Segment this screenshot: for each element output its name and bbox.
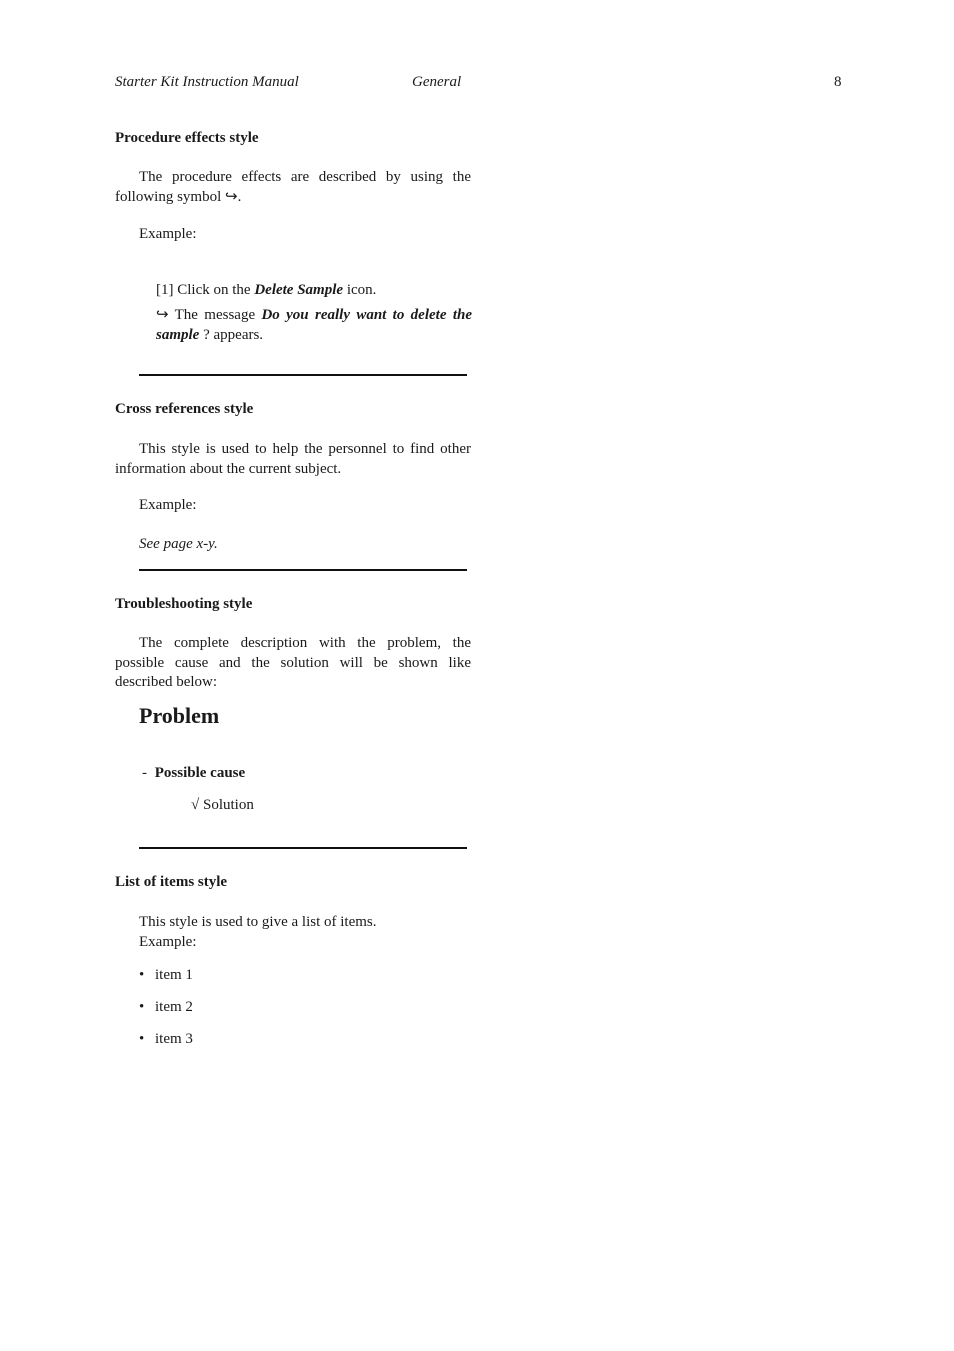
effect-message: Do you really want to delete the sample	[156, 307, 472, 343]
list-item-text: item 1	[155, 967, 193, 983]
possible-cause	[142, 765, 245, 782]
list-intro-text: This style is used to give a list of items.	[139, 914, 377, 930]
page-number: 8	[834, 74, 842, 90]
cross-ref-example: See page x-y.	[139, 536, 218, 552]
problem-heading: Problem	[139, 703, 220, 728]
procedure-effects-heading: Procedure effects style	[115, 130, 259, 146]
cross-references-intro: This style is used to help the personnel to find other information about the current subject.	[115, 441, 471, 477]
cause-dash: -	[142, 765, 147, 781]
delete-sample-label: Delete Sample	[254, 282, 344, 298]
bullet-icon: •	[139, 1031, 145, 1047]
effect-suffix: ? appears.	[199, 327, 264, 343]
solution-label: Solution	[202, 797, 254, 813]
list-item	[139, 1031, 193, 1048]
cause-label: Possible cause	[154, 765, 246, 781]
procedure-example-label: Example:	[139, 226, 197, 242]
solution	[191, 797, 254, 814]
section-divider	[139, 374, 467, 376]
list-item-text: item 2	[155, 999, 193, 1015]
step-suffix: icon.	[343, 282, 377, 298]
cross-ref-example-label: Example:	[139, 497, 197, 513]
procedure-example-step	[156, 280, 472, 300]
troubleshooting-heading: Troubleshooting style	[115, 596, 253, 612]
procedure-example-effect	[156, 305, 472, 345]
cross-references-heading: Cross references style	[115, 401, 254, 417]
list-intro	[139, 912, 376, 952]
list-of-items-heading: List of items style	[115, 874, 228, 890]
list-example-label: Example:	[139, 934, 197, 950]
procedure-effects-intro: The procedure effects are described by using the following symbol ↪.	[115, 169, 471, 205]
bullet-icon: •	[139, 999, 145, 1015]
section-divider	[139, 847, 467, 849]
list-item	[139, 999, 193, 1016]
list-item-text: item 3	[155, 1031, 193, 1047]
bullet-icon: •	[139, 967, 145, 983]
troubleshooting-intro: The complete description with the problem, the possible cause and the solution will be shown like described below:	[115, 635, 471, 690]
effect-prefix: ↪ The message	[156, 307, 262, 323]
running-header-section: General	[412, 74, 462, 90]
checkmark-icon: √	[191, 797, 200, 813]
section-divider	[139, 569, 467, 571]
running-header-title: Starter Kit Instruction Manual	[115, 74, 299, 90]
list-item	[139, 967, 193, 984]
step-prefix: [1] Click on the	[156, 282, 255, 298]
